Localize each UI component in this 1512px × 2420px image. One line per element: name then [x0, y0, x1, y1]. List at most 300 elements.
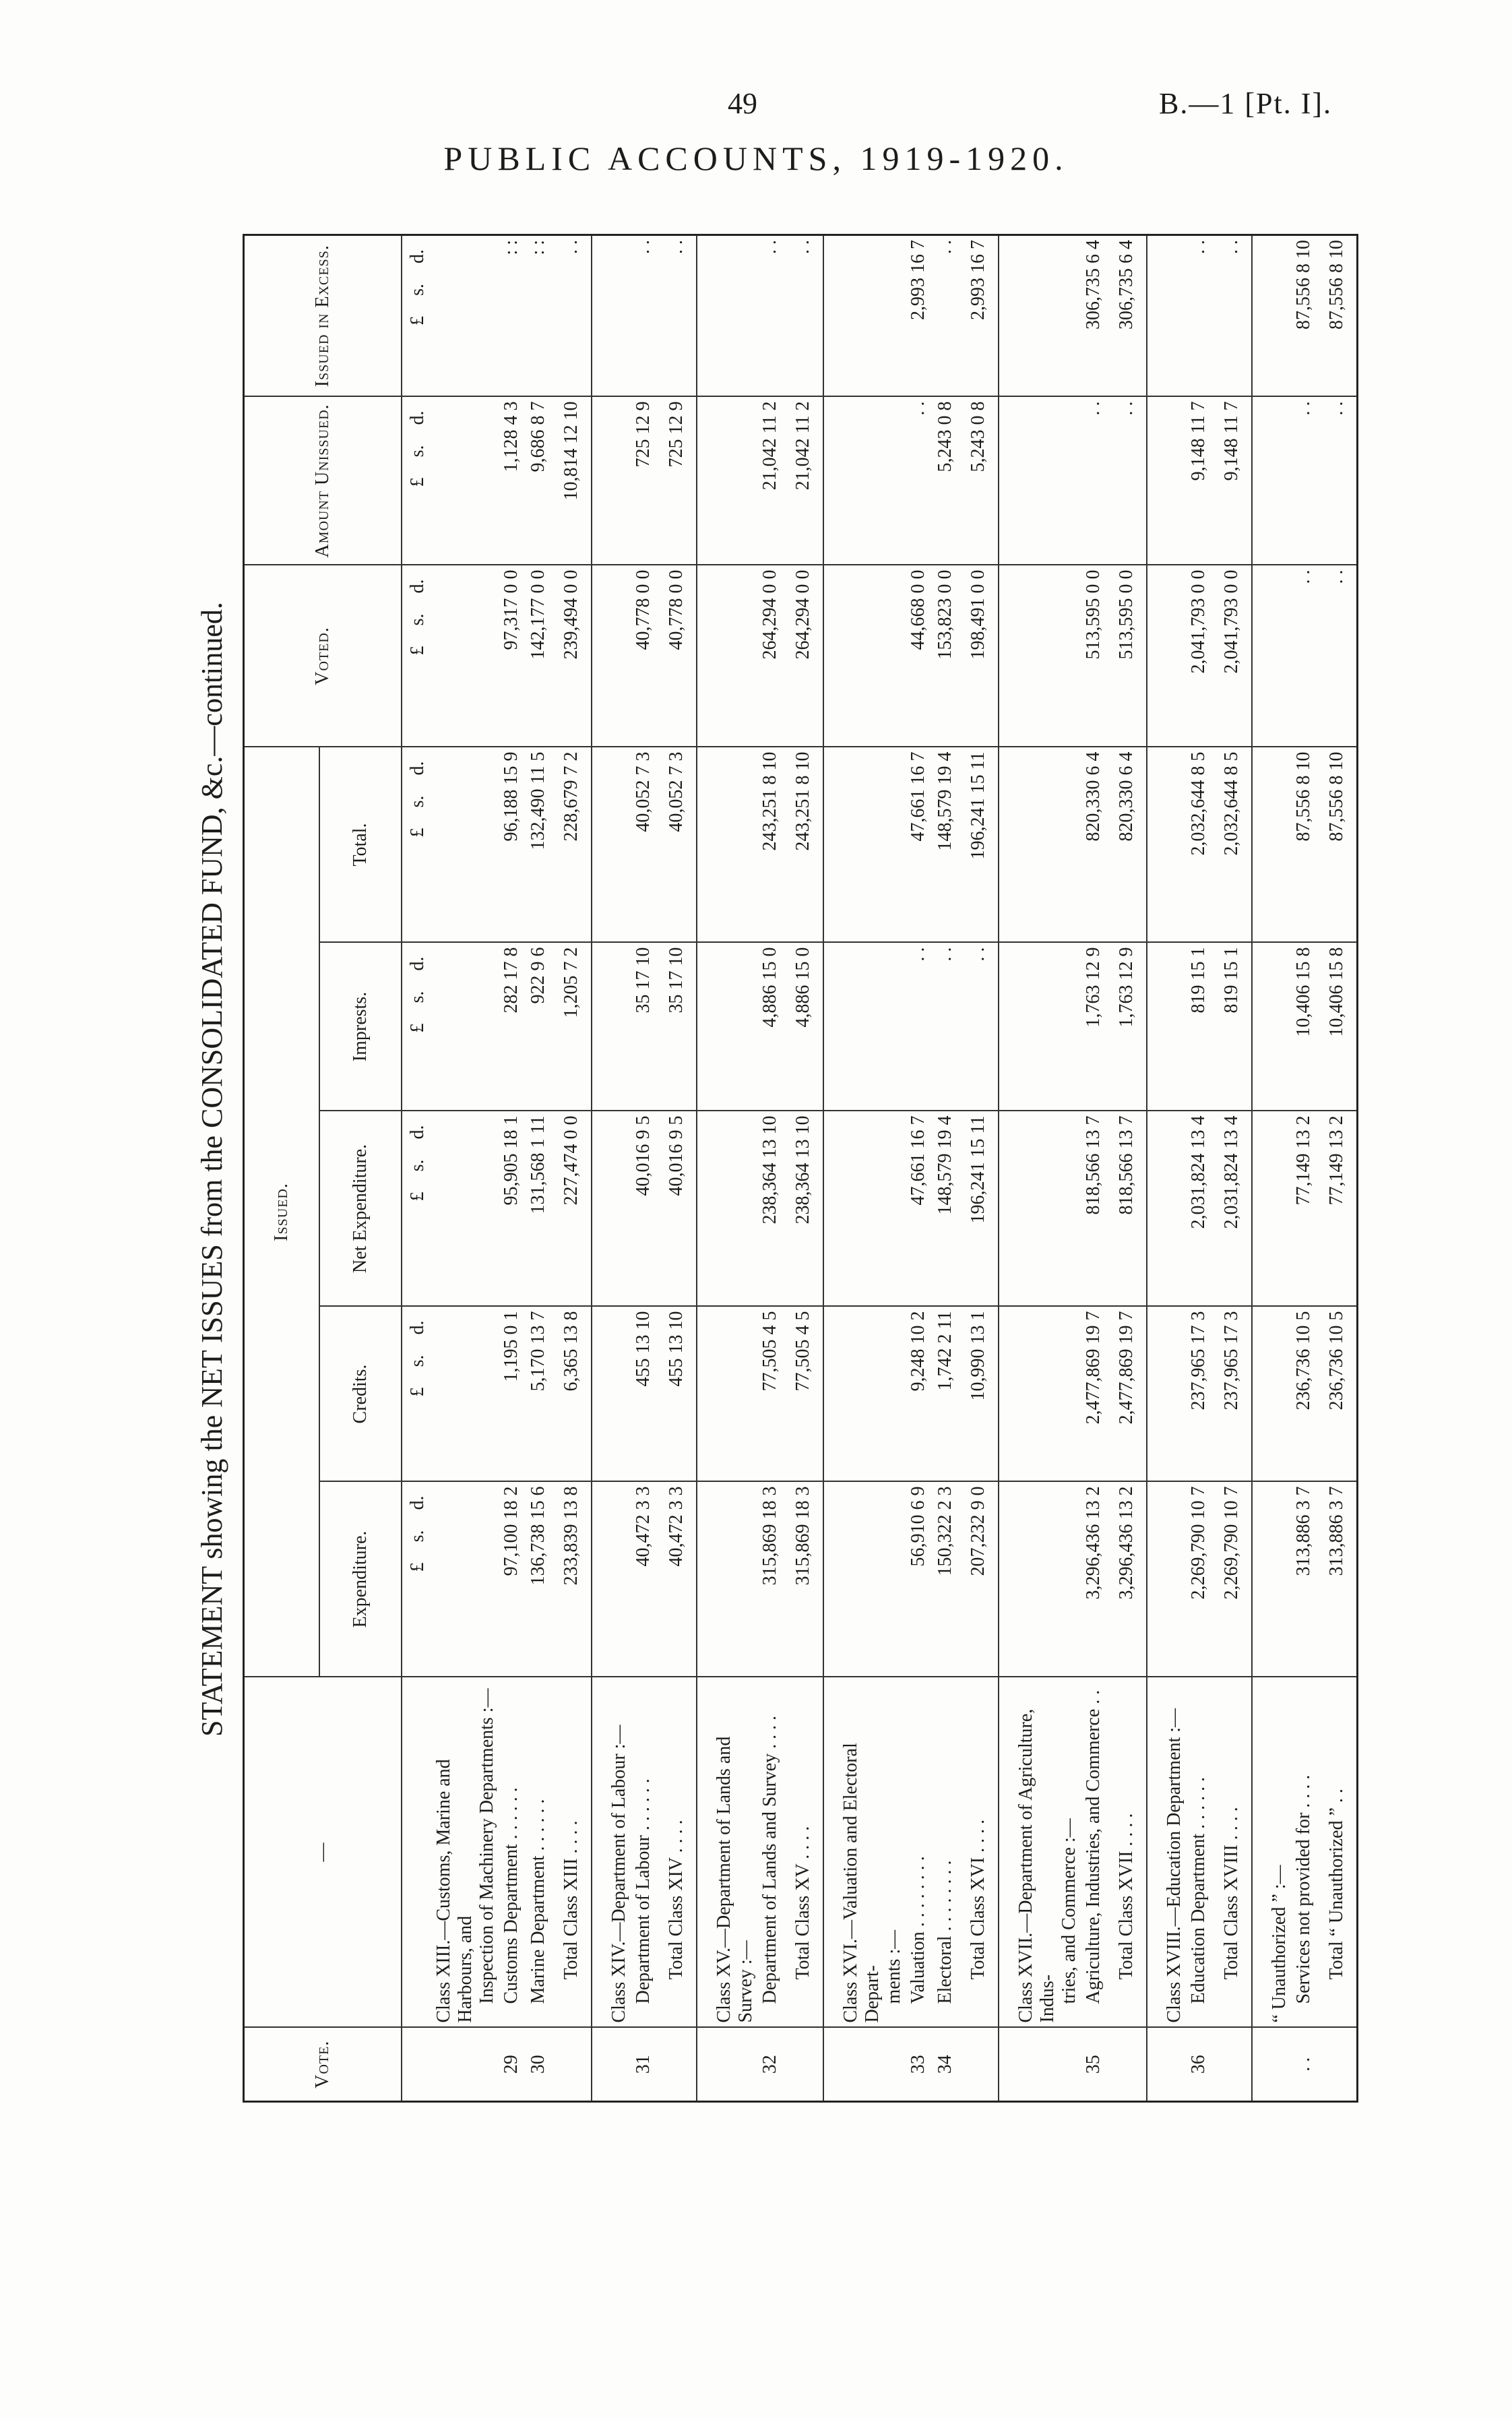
table-row [905, 235, 932, 2101]
issued-in-excess-cell: . . [1185, 235, 1212, 396]
voted-cell [883, 565, 905, 747]
class-heading-row [608, 235, 630, 2101]
net-expenditure-header: Net Expenditure. [319, 1111, 402, 1307]
imprests-cell [608, 943, 630, 1111]
total-cell: 47,661 16 7 [905, 747, 932, 942]
net-expenditure-cell: 818,566 13 7 [1080, 1111, 1107, 1307]
service-label: Marine Department . . . . . . [525, 1677, 552, 2028]
issued-in-excess-cell: : : [498, 235, 525, 396]
amount-unissued-cell [1059, 396, 1080, 565]
issued-in-excess-cell: . . [757, 235, 784, 396]
imprests-cell [840, 943, 883, 1111]
issued-in-excess-cell: . . [932, 235, 959, 396]
imprests-cell [433, 943, 476, 1111]
issued-in-excess-cell: . . [1212, 235, 1252, 396]
unit-pence: d. [407, 761, 428, 776]
total-cell: 148,579 19 4 [932, 747, 959, 942]
vote-number [1107, 2028, 1147, 2102]
credits-cell [840, 1307, 883, 1482]
expenditure-cell: 97,100 18 2 [498, 1482, 525, 1677]
vote-number [1317, 2028, 1356, 2102]
class-heading-row [1164, 235, 1185, 2101]
vote-number [1269, 2028, 1290, 2102]
table-row [1080, 235, 1107, 2101]
net-expenditure-cell: 2,031,824 13 4 [1185, 1111, 1212, 1307]
issued-in-excess-cell [714, 235, 757, 396]
amount-unissued-cell [608, 396, 630, 565]
section-divider [697, 235, 714, 2101]
total-cell: 132,490 11 5 [525, 747, 552, 942]
issued-in-excess-cell [840, 235, 883, 396]
net-expenditure-cell: 40,016 9 5 [657, 1111, 697, 1307]
total-cell: 820,330 6 4 [1107, 747, 1147, 942]
voted-cell: 97,317 0 0 [498, 565, 525, 747]
issued-in-excess-cell [883, 235, 905, 396]
total-row [1212, 235, 1252, 2101]
credits-cell [883, 1307, 905, 1482]
credits-cell: 236,736 10 5 [1317, 1307, 1356, 1482]
credits-cell: 5,170 13 7 [525, 1307, 552, 1482]
unit-pounds: £ [407, 1562, 428, 1572]
imprests-cell: 1,205 7 2 [552, 943, 592, 1111]
amount-unissued-cell [1269, 396, 1290, 565]
total-cell: 2,032,644 8 5 [1212, 747, 1252, 942]
total-cell [1015, 747, 1059, 942]
expenditure-cell [1059, 1482, 1080, 1677]
rotated-statement [189, 236, 1347, 2103]
expenditure-cell: 136,738 15 6 [525, 1482, 552, 1677]
service-label: Class XIII.—Customs, Marine and Harbours, and [433, 1677, 476, 2028]
amount-unissued-cell [433, 396, 476, 565]
total-row [1107, 235, 1147, 2101]
unit-shillings: s. [407, 445, 428, 458]
imprests-header: Imprests. [319, 943, 402, 1111]
unit-pounds: £ [407, 1023, 428, 1033]
vote-number [714, 2028, 757, 2102]
section-divider [1252, 235, 1269, 2101]
issued-in-excess-cell: . . [552, 235, 592, 396]
net-expenditure-cell [714, 1111, 757, 1307]
amount-unissued-cell: 9,148 11 7 [1185, 396, 1212, 565]
service-label: Electoral . . . . . . . . [932, 1677, 959, 2028]
net-expenditure-cell: 196,241 15 11 [959, 1111, 999, 1307]
vote-number: 31 [630, 2028, 657, 2102]
amount-unissued-cell: 5,243 0 8 [959, 396, 999, 565]
issued-in-excess-cell: 306,735 6 4 [1080, 235, 1107, 396]
total-cell: 40,052 7 3 [657, 747, 697, 942]
service-label: ments :— [883, 1677, 905, 2028]
credits-cell: 1,195 0 1 [498, 1307, 525, 1482]
class-heading-row [1059, 235, 1080, 2101]
amount-unissued-header: Amount Unissued. [244, 396, 402, 565]
expenditure-cell: 207,232 9 0 [959, 1482, 999, 1677]
net-expenditure-cell [476, 1111, 498, 1307]
imprests-cell: 819 15 1 [1212, 943, 1252, 1111]
expenditure-cell [1164, 1482, 1185, 1677]
net-expenditure-cell [608, 1111, 630, 1307]
voted-cell [476, 565, 498, 747]
issued-in-excess-cell: 87,556 8 10 [1317, 235, 1356, 396]
credits-cell [476, 1307, 498, 1482]
imprests-cell: 819 15 1 [1185, 943, 1212, 1111]
section-divider [1147, 235, 1164, 2101]
unit-shillings: s. [407, 1530, 428, 1543]
net-expenditure-cell: 40,016 9 5 [630, 1111, 657, 1307]
statement-title: STATEMENT showing the NET ISSUES from the CONSOLIDATED FUND, &c.—continued. [195, 602, 228, 1737]
credits-cell [1015, 1307, 1059, 1482]
total-cell [714, 747, 757, 942]
net-expenditure-cell [1015, 1111, 1059, 1307]
unit-shillings: s. [407, 991, 428, 1003]
vote-number [1015, 2028, 1059, 2102]
expenditure-cell: 233,839 13 8 [552, 1482, 592, 1677]
net-expenditure-cell: 238,364 13 10 [784, 1111, 823, 1307]
issued-in-excess-cell: : : [525, 235, 552, 396]
issued-in-excess-cell [608, 235, 630, 396]
credits-cell: 2,477,869 19 7 [1080, 1307, 1107, 1482]
service-label: Valuation . . . . . . . . [905, 1677, 932, 2028]
voted-cell [1164, 565, 1185, 747]
unit-pounds: £ [407, 828, 428, 838]
vote-number [840, 2028, 883, 2102]
total-row [959, 235, 999, 2101]
imprests-cell: 10,406 15 8 [1317, 943, 1356, 1111]
voted-cell [1269, 565, 1290, 747]
unit-pence: d. [407, 249, 428, 263]
vote-number [1059, 2028, 1080, 2102]
vote-number [959, 2028, 999, 2102]
vote-number: 30 [525, 2028, 552, 2102]
credits-cell: 9,248 10 2 [905, 1307, 932, 1482]
vote-number: . . [1290, 2028, 1317, 2102]
expenditure-cell: 150,322 2 3 [932, 1482, 959, 1677]
credits-cell: 10,990 13 1 [959, 1307, 999, 1482]
imprests-cell: . . [959, 943, 999, 1111]
class-heading-row [714, 235, 757, 2101]
imprests-cell: 922 9 6 [525, 943, 552, 1111]
amount-unissued-cell: 9,686 8 7 [525, 396, 552, 565]
issued-in-excess-cell [433, 235, 476, 396]
expenditure-cell [840, 1482, 883, 1677]
vote-number: 32 [757, 2028, 784, 2102]
table-row [525, 235, 552, 2101]
class-heading-row [476, 235, 498, 2101]
total-cell: 87,556 8 10 [1317, 747, 1356, 942]
amount-unissued-cell: . . [1107, 396, 1147, 565]
unit-pounds: £ [407, 477, 428, 487]
total-cell [840, 747, 883, 942]
credits-cell [1164, 1307, 1185, 1482]
net-expenditure-cell: 148,579 19 4 [932, 1111, 959, 1307]
table-row [1185, 235, 1212, 2101]
issued-in-excess-cell: . . [657, 235, 697, 396]
total-cell: 96,188 15 9 [498, 747, 525, 942]
vote-number [433, 2028, 476, 2102]
section-divider [999, 235, 1015, 2101]
service-label: Agriculture, Industries, and Commerce . . [1080, 1677, 1107, 2028]
unit-shillings: s. [407, 1355, 428, 1367]
credits-cell: 6,365 13 8 [552, 1307, 592, 1482]
service-label: Total Class XIII . . . . [552, 1677, 592, 2028]
voted-cell [1015, 565, 1059, 747]
net-expenditure-cell: 95,905 18 1 [498, 1111, 525, 1307]
voted-cell: 40,778 0 0 [630, 565, 657, 747]
total-row [784, 235, 823, 2101]
imprests-cell: 10,406 15 8 [1290, 943, 1317, 1111]
imprests-cell: 35 17 10 [657, 943, 697, 1111]
service-label: Total “ Unauthorized ” . . [1317, 1677, 1356, 2028]
vote-number [883, 2028, 905, 2102]
vote-number: 33 [905, 2028, 932, 2102]
service-label: Total Class XVIII . . . . [1212, 1677, 1252, 2028]
vote-number [552, 2028, 592, 2102]
total-cell [1164, 747, 1185, 942]
credits-cell: 1,742 2 11 [932, 1307, 959, 1482]
expenditure-cell: 315,869 18 3 [757, 1482, 784, 1677]
unit-pence: d. [407, 410, 428, 425]
amount-unissued-cell: . . [1290, 396, 1317, 565]
issued-in-excess-cell [1164, 235, 1185, 396]
net-expenditure-cell [840, 1111, 883, 1307]
vote-number [476, 2028, 498, 2102]
issued-in-excess-cell: 306,735 6 4 [1107, 235, 1147, 396]
amount-unissued-cell: 10,814 12 10 [552, 396, 592, 565]
expenditure-cell [608, 1482, 630, 1677]
vote-number: 29 [498, 2028, 525, 2102]
vote-number [1164, 2028, 1185, 2102]
imprests-cell: 4,886 15 0 [757, 943, 784, 1111]
net-expenditure-cell: 238,364 13 10 [757, 1111, 784, 1307]
service-label: Total Class XVII . . . . [1107, 1677, 1147, 2028]
class-heading-row [840, 235, 883, 2101]
net-expenditure-cell [1059, 1111, 1080, 1307]
table-row [932, 235, 959, 2101]
net-expenditure-cell [433, 1111, 476, 1307]
issued-in-excess-cell: . . [784, 235, 823, 396]
imprests-cell [883, 943, 905, 1111]
net-expenditure-cell: 2,031,824 13 4 [1212, 1111, 1252, 1307]
service-label: Department of Labour . . . . . . [630, 1677, 657, 2028]
issued-in-excess-cell [1059, 235, 1080, 396]
total-cell: 40,052 7 3 [630, 747, 657, 942]
vote-number [784, 2028, 823, 2102]
expenditure-cell [714, 1482, 757, 1677]
issued-in-excess-cell [1269, 235, 1290, 396]
amount-unissued-cell: 21,042 11 2 [784, 396, 823, 565]
imprests-cell [1164, 943, 1185, 1111]
imprests-cell [1269, 943, 1290, 1111]
expenditure-cell: 315,869 18 3 [784, 1482, 823, 1677]
unit-pence: d. [407, 1125, 428, 1140]
expenditure-cell: 2,269,790 10 7 [1185, 1482, 1212, 1677]
issued-in-excess-cell: 2,993 16 7 [905, 235, 932, 396]
credits-cell: 455 13 10 [657, 1307, 697, 1482]
total-cell [476, 747, 498, 942]
net-expenditure-cell: 227,474 0 0 [552, 1111, 592, 1307]
expenditure-cell [433, 1482, 476, 1677]
amount-unissued-cell: 1,128 4 3 [498, 396, 525, 565]
expenditure-cell: 313,886 3 7 [1290, 1482, 1317, 1677]
amount-unissued-cell: 9,148 11 7 [1212, 396, 1252, 565]
vote-number: 36 [1185, 2028, 1212, 2102]
total-cell: 87,556 8 10 [1290, 747, 1317, 942]
net-expenditure-cell: 77,149 13 2 [1317, 1111, 1356, 1307]
page-number: 49 [728, 87, 757, 120]
total-cell: 243,251 8 10 [757, 747, 784, 942]
vote-number: 35 [1080, 2028, 1107, 2102]
issued-in-excess-cell: 87,556 8 10 [1290, 235, 1317, 396]
issued-in-excess-cell [1015, 235, 1059, 396]
service-label: Customs Department . . . . . . [498, 1677, 525, 2028]
voted-cell: 142,177 0 0 [525, 565, 552, 747]
issued-in-excess-cell [476, 235, 498, 396]
imprests-cell: . . [905, 943, 932, 1111]
voted-cell: 2,041,793 0 0 [1185, 565, 1212, 747]
total-row [552, 235, 592, 2101]
voted-cell: 2,041,793 0 0 [1212, 565, 1252, 747]
service-label: Class XV.—Department of Lands and Survey :— [714, 1677, 757, 2028]
expenditure-cell: 3,296,436 13 2 [1107, 1482, 1147, 1677]
service-header: — [244, 1677, 402, 2028]
credits-cell [608, 1307, 630, 1482]
issued-header: Issued. [244, 747, 320, 1677]
amount-unissued-cell [1164, 396, 1185, 565]
table-filler [1356, 235, 1358, 2101]
credits-cell: 77,505 4 5 [757, 1307, 784, 1482]
voted-cell [840, 565, 883, 747]
net-expenditure-cell: 47,661 16 7 [905, 1111, 932, 1307]
amount-unissued-cell [476, 396, 498, 565]
credits-cell: 237,965 17 3 [1185, 1307, 1212, 1482]
voted-cell [433, 565, 476, 747]
unit-shillings: s. [407, 1159, 428, 1172]
voted-cell: 264,294 0 0 [784, 565, 823, 747]
voted-cell: . . [1290, 565, 1317, 747]
service-label: Class XVII.—Department of Agriculture, Indus- [1015, 1677, 1059, 2028]
voted-cell: 264,294 0 0 [757, 565, 784, 747]
table-row [1290, 235, 1317, 2101]
class-heading-row [1269, 235, 1290, 2101]
vote-number [608, 2028, 630, 2102]
unit-pence: d. [407, 579, 428, 594]
voted-cell: 513,595 0 0 [1107, 565, 1147, 747]
units-row [402, 235, 433, 2101]
service-label: Education Department . . . . . . [1185, 1677, 1212, 2028]
voted-cell: 513,595 0 0 [1080, 565, 1107, 747]
unit-pence: d. [407, 956, 428, 971]
imprests-cell: 35 17 10 [630, 943, 657, 1111]
total-row [1317, 235, 1356, 2101]
service-label: Department of Lands and Survey . . . . [757, 1677, 784, 2028]
imprests-cell [1015, 943, 1059, 1111]
expenditure-cell: 2,269,790 10 7 [1212, 1482, 1252, 1677]
unit-pounds: £ [407, 646, 428, 656]
credits-cell [1059, 1307, 1080, 1482]
total-cell [1269, 747, 1290, 942]
unit-shillings: s. [407, 795, 428, 808]
expenditure-cell: 313,886 3 7 [1317, 1482, 1356, 1677]
total-cell: 820,330 6 4 [1080, 747, 1107, 942]
amount-unissued-cell: 5,243 0 8 [932, 396, 959, 565]
credits-cell: 236,736 10 5 [1290, 1307, 1317, 1482]
imprests-cell: 1,763 12 9 [1080, 943, 1107, 1111]
imprests-cell [714, 943, 757, 1111]
table-row [498, 235, 525, 2101]
total-cell: 196,241 15 11 [959, 747, 999, 942]
vote-number [657, 2028, 697, 2102]
total-cell [1059, 747, 1080, 942]
credits-cell [714, 1307, 757, 1482]
issued-in-excess-cell: 2,993 16 7 [959, 235, 999, 396]
table-row [757, 235, 784, 2101]
voted-cell: . . [1317, 565, 1356, 747]
voted-cell: 40,778 0 0 [657, 565, 697, 747]
expenditure-cell: 40,472 3 3 [657, 1482, 697, 1677]
total-row [657, 235, 697, 2101]
voted-cell: 44,668 0 0 [905, 565, 932, 747]
service-label: Inspection of Machinery Departments :— [476, 1677, 498, 2028]
imprests-cell: . . [932, 943, 959, 1111]
total-header: Total. [319, 747, 402, 942]
expenditure-cell [476, 1482, 498, 1677]
total-cell [433, 747, 476, 942]
net-expenditure-cell: 818,566 13 7 [1107, 1111, 1147, 1307]
expenditure-cell: 40,472 3 3 [630, 1482, 657, 1677]
credits-cell [433, 1307, 476, 1482]
issued-in-excess-cell: . . [630, 235, 657, 396]
service-label: “ Unauthorized ” :— [1269, 1677, 1290, 2028]
issued-in-excess-header: Issued in Excess. [244, 235, 402, 396]
total-cell: 228,679 7 2 [552, 747, 592, 942]
class-heading-row [433, 235, 476, 2101]
total-cell [883, 747, 905, 942]
imprests-cell: 282 17 8 [498, 943, 525, 1111]
statement-body [402, 235, 1358, 2101]
imprests-cell: 1,763 12 9 [1107, 943, 1147, 1111]
amount-unissued-cell [1015, 396, 1059, 565]
vote-number: 34 [932, 2028, 959, 2102]
total-cell [608, 747, 630, 942]
net-expenditure-cell: 131,568 1 11 [525, 1111, 552, 1307]
voted-cell [714, 565, 757, 747]
table-row [630, 235, 657, 2101]
credits-cell: 77,505 4 5 [784, 1307, 823, 1482]
expenditure-cell [1015, 1482, 1059, 1677]
voted-cell: 153,823 0 0 [932, 565, 959, 747]
amount-unissued-cell [883, 396, 905, 565]
service-label: Class XIV.—Department of Labour :— [608, 1677, 630, 2028]
service-label: Total Class XVI . . . . [959, 1677, 999, 2028]
total-cell: 2,032,644 8 5 [1185, 747, 1212, 942]
unit-shillings: s. [407, 613, 428, 626]
voted-cell: 239,494 0 0 [552, 565, 592, 747]
amount-unissued-cell [714, 396, 757, 565]
expenditure-cell [883, 1482, 905, 1677]
service-label: tries, and Commerce :— [1059, 1677, 1080, 2028]
section-reference: B.—1 [Pt. I]. [1159, 87, 1332, 120]
statement-table [243, 234, 1358, 2103]
expenditure-header: Expenditure. [319, 1482, 402, 1677]
service-label: Total Class XIV . . . . [657, 1677, 697, 2028]
expenditure-cell: 3,296,436 13 2 [1080, 1482, 1107, 1677]
unit-pence: d. [407, 1495, 428, 1510]
service-label: Total Class XV . . . . [784, 1677, 823, 2028]
vote-header: Vote. [244, 2028, 402, 2102]
credits-cell: 2,477,869 19 7 [1107, 1307, 1147, 1482]
service-label: Class XVIII.—Education Department :— [1164, 1677, 1185, 2028]
section-divider [823, 235, 840, 2101]
amount-unissued-cell: 725 12 9 [657, 396, 697, 565]
